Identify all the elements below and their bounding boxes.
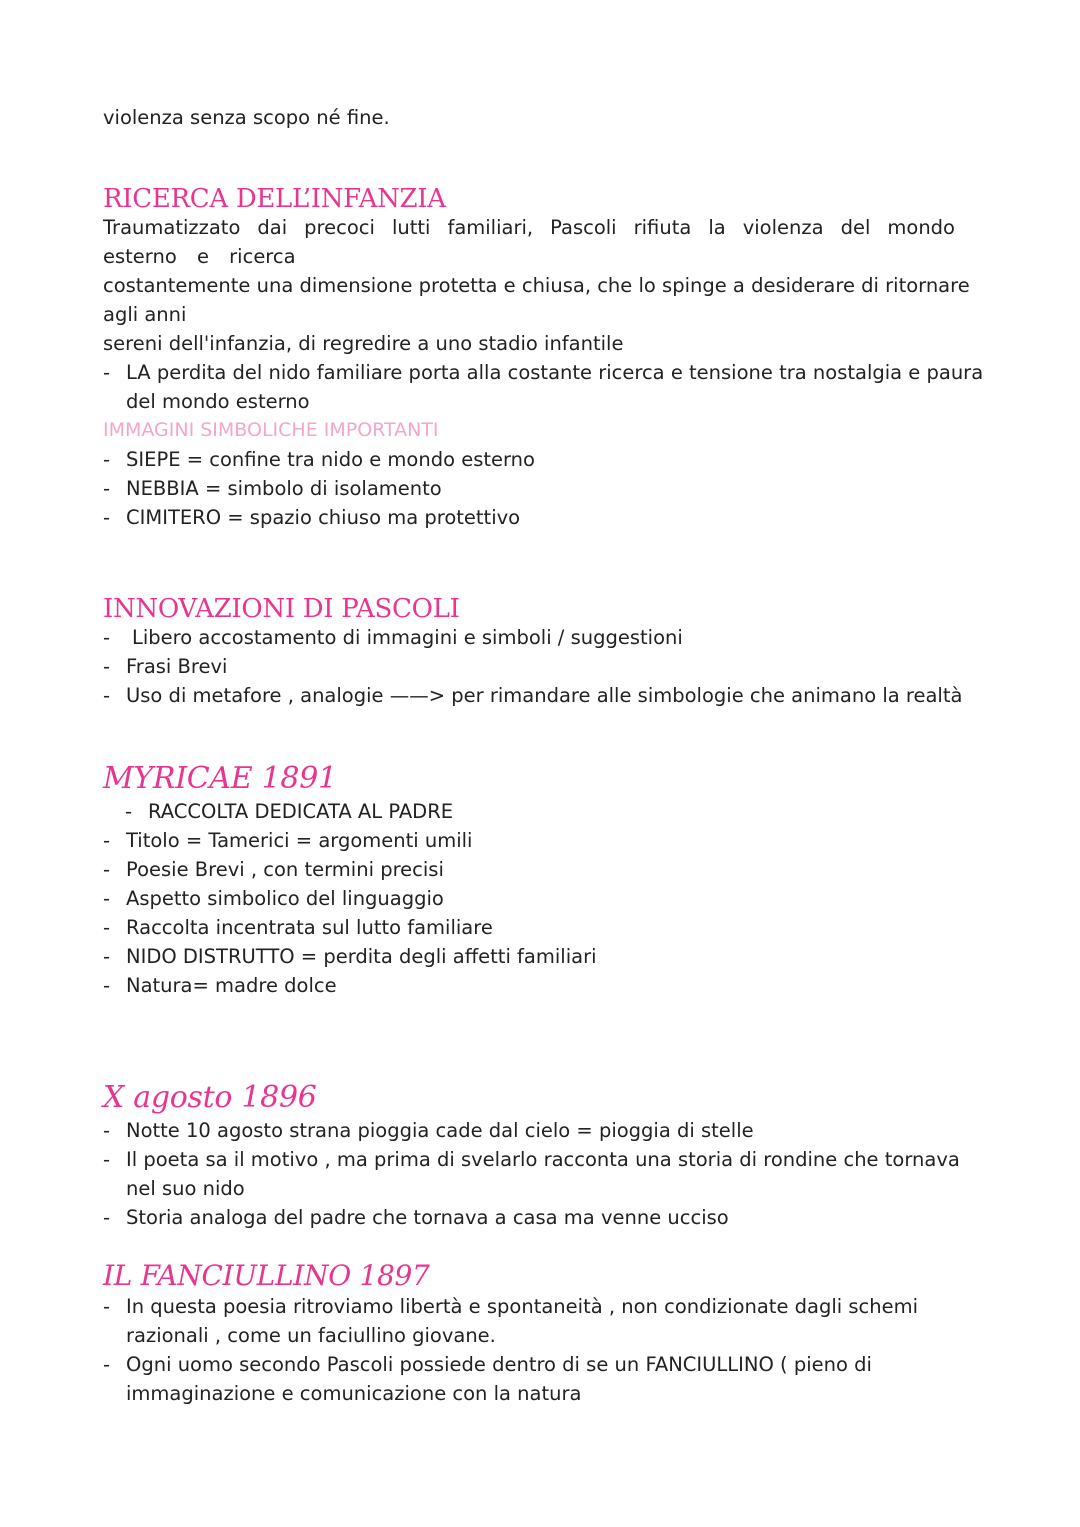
bullet-dash: - [103,1119,111,1142]
list-item-text: Natura= madre dolce [126,974,337,997]
list-item-text: NIDO DISTRUTTO = perdita degli affetti familiari [126,945,597,968]
bullet-dash: - [103,945,111,968]
bullet-dash: - [103,1353,111,1376]
bullet-dash: - [103,655,111,678]
bullet-dash: - [103,887,111,910]
section-title-myricae: MYRICAE 1891 [103,761,337,796]
section-title-agosto: X agosto 1896 [103,1080,317,1115]
list-item-continuation: razionali , come un faciullino giovane. [126,1324,496,1347]
list-item-text: Il poeta sa il motivo , ma prima di svelarlo racconta una storia di rondine che tornava [126,1148,960,1171]
section-title-infanzia: RICERCA DELL’INFANZIA [103,184,446,214]
paragraph-line: agli anni [103,303,187,326]
list-item-text: Libero accostamento di immagini e simboli / suggestioni [132,626,683,649]
list-item-text: SIEPE = confine tra nido e mondo esterno [126,448,535,471]
list-item-text: RACCOLTA DEDICATA AL PADRE [148,800,454,823]
bullet-dash: - [103,1206,111,1229]
bullet-dash: - [103,829,111,852]
list-item-text: Poesie Brevi , con termini precisi [126,858,444,881]
bullet-dash: - [103,974,111,997]
paragraph-line: sereni dell'infanzia, di regredire a uno stadio infantile [103,332,624,355]
subsection-title-images: IMMAGINI SIMBOLICHE IMPORTANTI [103,419,439,441]
list-item-text: Uso di metafore , analogie ——> per rimandare alle simbologie che animano la realtà [126,684,963,707]
paragraph-line: costantemente una dimensione protetta e chiusa, che lo spinge a desiderare di ritornare [103,274,970,297]
list-item-text: Ogni uomo secondo Pascoli possiede dentro di se un FANCIULLINO ( pieno di [126,1353,872,1376]
section-title-innovazioni: INNOVAZIONI DI PASCOLI [103,594,460,624]
bullet-dash: - [103,1295,111,1318]
section-title-fanciullino: IL FANCIULLINO 1897 [103,1259,430,1292]
list-item-text: Frasi Brevi [126,655,228,678]
list-item-text: Titolo = Tamerici = argomenti umili [126,829,473,852]
list-item-continuation: nel suo nido [126,1177,245,1200]
bullet-dash: - [103,684,111,707]
list-item-text: CIMITERO = spazio chiuso ma protettivo [126,506,521,529]
bullet-dash: - [103,448,111,471]
list-item-text: Storia analoga del padre che tornava a casa ma venne ucciso [126,1206,729,1229]
list-item-text: NEBBIA = simbolo di isolamento [126,477,442,500]
bullet-dash: - [103,1148,111,1171]
list-item-text: Notte 10 agosto strana pioggia cade dal cielo = pioggia di stelle [126,1119,754,1142]
paragraph-line: esterno e ricerca [103,245,296,268]
bullet-dash: - [103,361,111,384]
list-item-continuation: del mondo esterno [126,390,310,413]
paragraph-line: Traumatizzato dai precoci lutti familiari, Pascoli rifiuta la violenza del mondo [103,216,955,239]
list-item-text: LA perdita del nido familiare porta alla costante ricerca e tensione tra nostalgia e paura [126,361,984,384]
bullet-dash: - [103,477,111,500]
bullet-dash: - [103,916,111,939]
list-item-text: In questa poesia ritroviamo libertà e spontaneità , non condizionate dagli schemi [126,1295,919,1318]
intro-line: violenza senza scopo né fine. [103,106,390,129]
bullet-dash: - [103,858,111,881]
bullet-dash: - [103,626,111,649]
bullet-dash: - [103,506,111,529]
list-item-text: Raccolta incentrata sul lutto familiare [126,916,493,939]
list-item-continuation: immaginazione e comunicazione con la natura [126,1382,582,1405]
list-item-text: Aspetto simbolico del linguaggio [126,887,444,910]
bullet-dash: - [125,800,133,823]
